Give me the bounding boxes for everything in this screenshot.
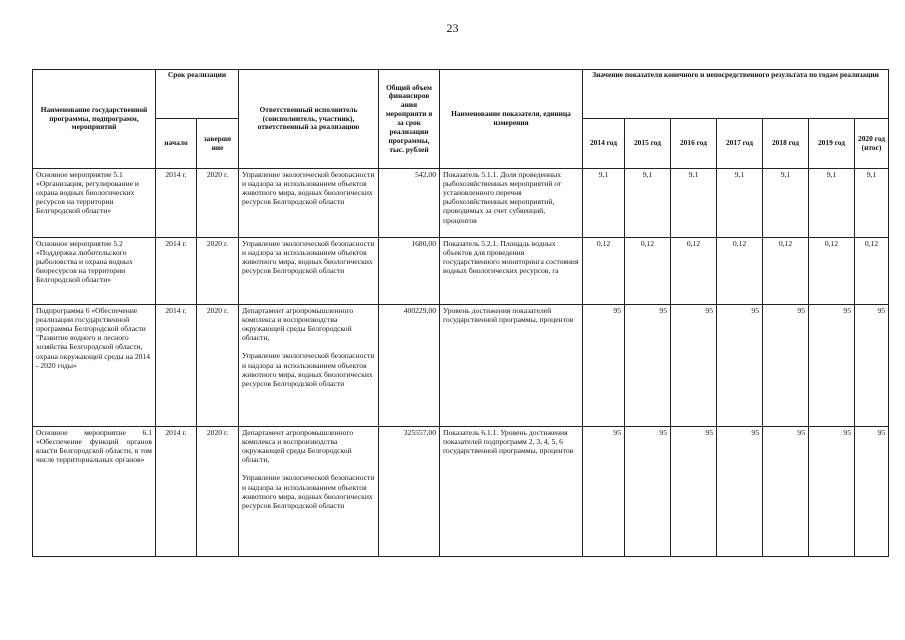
row-responsible [239,305,379,427]
responsible-text: Департамент агропромышленного комплекса и воспроизводства окружающей среды Белгородской области, [242,428,354,465]
header-year: 2017 год [717,119,763,169]
responsible-text: Департамент агропромышленного комплекса и воспроизводства окружающей среды Белгородской области, [242,306,354,343]
row-end: 2020 г. [197,238,239,305]
row-financing: 1680,00 [379,238,440,305]
row-start: 2014 г. [156,305,197,427]
page-number: 23 [446,21,459,35]
row-value: 95 [583,427,625,557]
row-value: 9,1 [583,169,625,238]
responsible-text: Управление экологической безопасности и надзора за использованием объектов животного мира, водных биологических ресурсов Белгородской области [242,473,375,510]
row-name: Основное мероприятие 6.1 «Обеспечение функций органов власти Белгородской области, в том числе территориальных органов» [33,427,156,557]
header-year: 2019 год [809,119,855,169]
header-values-group: Значение показателя конечного и непосредственного результата по годам реализации [583,70,889,119]
row-value: 9,1 [625,169,671,238]
row-name: Основное мероприятие 5.2 «Поддержка любительского рыболовства и охрана водных биоресурсов на территории Белгородской области» [33,238,156,305]
row-value: 9,1 [717,169,763,238]
header-year: 2015 год [625,119,671,169]
table-row [33,238,889,305]
row-indicator: Показатель 6.1.1. Уровень достижения показателей подпрограмм 2, 3, 4, 5, 6 государственной программы, процентов [440,427,583,557]
row-responsible [239,238,379,305]
responsible-text: Управление экологической безопасности и надзора за использованием объектов животного мира, водных биологических ресурсов Белгородской области [242,351,375,388]
row-value: 0,12 [583,238,625,305]
row-financing: 542,00 [379,169,440,238]
row-name: Основное мероприятие 5.1 «Организация, регулирование и охрана водных биологических ресурсов на территории Белгородской области» [33,169,156,238]
header-period: Срок реализации [156,70,239,119]
header-start: начало [156,119,197,169]
row-start: 2014 г. [156,427,197,557]
row-value: 95 [763,305,809,427]
row-responsible [239,427,379,557]
responsible-text: Управление экологической безопасности и надзора за использованием объектов животного мира, водных биологических ресурсов Белгородской области [242,170,375,207]
row-value: 95 [809,305,855,427]
row-value: 95 [671,305,717,427]
row-start: 2014 г. [156,238,197,305]
row-value: 9,1 [809,169,855,238]
row-financing: 400229,00 [379,305,440,427]
row-value: 0,12 [671,238,717,305]
row-value: 95 [625,427,671,557]
header-end: заверше ние [197,119,239,169]
row-value: 95 [625,305,671,427]
header-responsible: Ответственный исполнитель (соисполнитель, участник), ответственный за реализацию [239,70,379,169]
row-value: 0,12 [855,238,889,305]
row-end: 2020 г. [197,427,239,557]
row-responsible [239,169,379,238]
program-table [32,69,889,557]
row-value: 95 [717,427,763,557]
row-name: Подпрограмма 6 «Обеспечение реализации государственной программы Белгородской области "Развитие водного и лесного хозяйства Белгородской области, охрана окружающей среды на 2014 - 2020 годы» [33,305,156,427]
row-value: 9,1 [671,169,717,238]
table-row [33,427,889,557]
row-value: 95 [809,427,855,557]
header-year: 2016 год [671,119,717,169]
row-end: 2020 г. [197,305,239,427]
row-value: 0,12 [625,238,671,305]
row-value: 0,12 [763,238,809,305]
row-value: 95 [763,427,809,557]
row-financing: 325557,00 [379,427,440,557]
row-value: 95 [583,305,625,427]
row-value: 0,12 [717,238,763,305]
responsible-text: Управление экологической безопасности и надзора за использованием объектов животного мира, водных биологических ресурсов Белгородской области [242,239,375,276]
row-value: 0,12 [809,238,855,305]
header-year: 2018 год [763,119,809,169]
row-end: 2020 г. [197,169,239,238]
row-value: 95 [671,427,717,557]
row-start: 2014 г. [156,169,197,238]
row-value: 9,1 [855,169,889,238]
row-value: 9,1 [763,169,809,238]
header-year: 2014 год [583,119,625,169]
row-value: 95 [717,305,763,427]
row-indicator: Показатель 5.1.1. Доля проведенных рыбохозяйственных мероприятий от установленного перечня рыбохозяйственных мероприятий, проводимых за счет субвенций, процентов [440,169,583,238]
header-financing: Общий объем финансиров ания мероприяти я за срок реализации программы, тыс. рублей [379,70,440,169]
row-indicator: Показатель 5.2.1. Площадь водных объектов для проведения государственного мониторинга состояния водных биологических ресурсов, га [440,238,583,305]
header-year: 2020 год (итог) [855,119,889,169]
table-row [33,169,889,238]
header-indicator: Наименование показателя, единица измерения [440,70,583,169]
row-value: 95 [855,427,889,557]
table-row [33,305,889,427]
row-value: 95 [855,305,889,427]
row-indicator: Уровень достижения показателей государственной программы, процентов [440,305,583,427]
header-name: Наименование государственной программы, подпрограмм, мероприятий [33,70,156,169]
